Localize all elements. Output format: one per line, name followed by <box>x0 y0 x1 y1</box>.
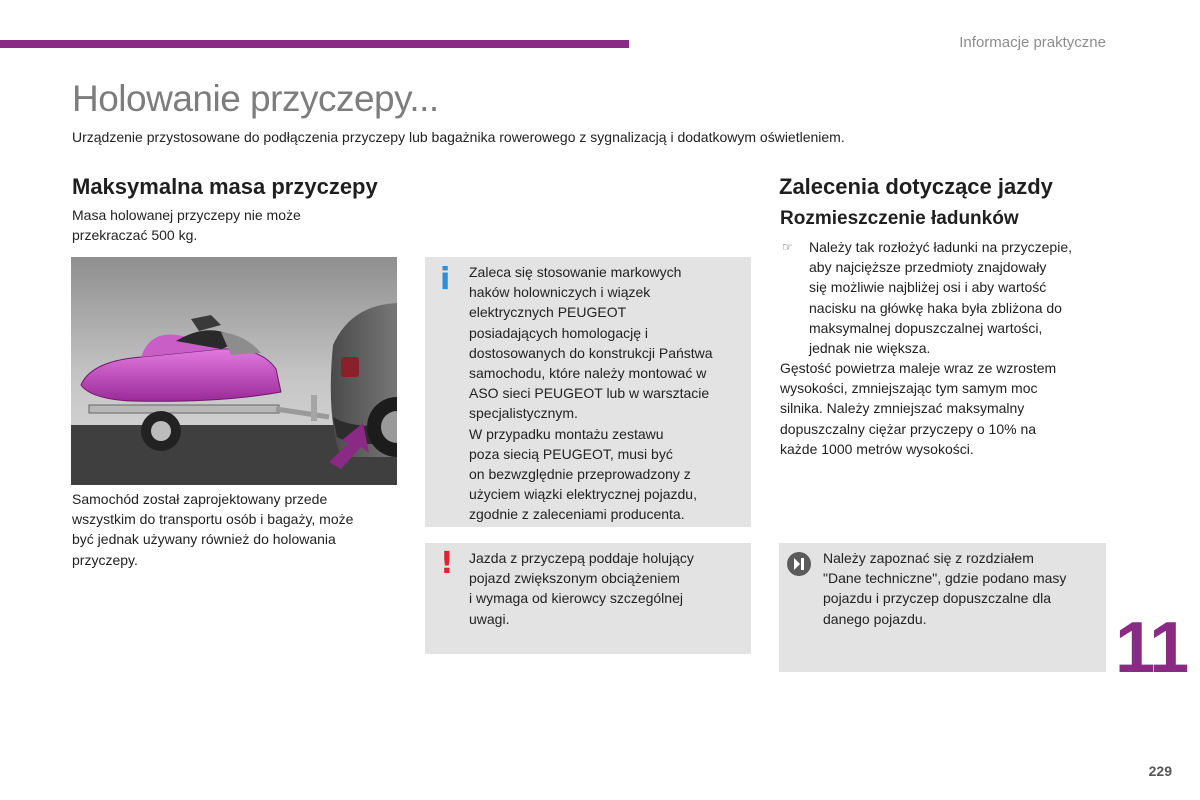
text-line: i wymaga od kierowcy szczególnej <box>469 590 683 607</box>
text-line: użyciem wiązki elektrycznej pojazdu, <box>469 486 697 503</box>
text-line: Gęstość powietrza maleje wraz ze wzrostem <box>780 360 1057 376</box>
text-line: ASO sieci PEUGEOT lub w warsztacie <box>469 385 710 402</box>
text-line: pojazdu i przyczep dopuszczalne dla <box>823 590 1052 607</box>
text-line: haków holowniczych i wiązek <box>469 284 651 301</box>
chapter-number: 11 <box>1115 608 1188 688</box>
text-line: Masa holowanej przyczepy nie może <box>72 207 301 223</box>
altitude-paragraph <box>780 358 1056 459</box>
trailer-illustration <box>71 257 397 485</box>
text-line: on bezwzględnie przeprowadzony z <box>469 466 691 483</box>
text-line: się możliwie najbliżej osi i aby wartość <box>809 279 1047 296</box>
page-number: 229 <box>1148 763 1172 779</box>
warning-box <box>425 543 751 654</box>
text-line: dopuszczalny ciężar przyczepy o 10% na <box>780 420 1037 437</box>
caption-text <box>72 489 353 570</box>
text-line: wszystkim do transportu osób i bagaży, może <box>72 511 354 528</box>
text-line: dostosowanych do konstrukcji Państwa <box>469 344 713 361</box>
text-line: przyczepy. <box>72 551 138 568</box>
text-line: "Dane techniczne", gdzie podano masy <box>823 570 1067 587</box>
text-line: być jednak używany również do holowania <box>72 531 336 548</box>
text-line: Należy zapoznać się z rozdziałem <box>823 550 1034 566</box>
text-line: pojazd zwiększonym obciążeniem <box>469 570 680 587</box>
reference-box-text <box>823 548 1066 629</box>
text-line: posiadających homologację i <box>469 324 648 341</box>
hand-pointer-icon: ☞ <box>782 240 793 254</box>
warning-icon: ! <box>440 546 454 581</box>
max-mass-heading: Maksymalna masa przyczepy <box>72 174 378 199</box>
text-line: maksymalnej dopuszczalnej wartości, <box>809 319 1043 336</box>
info-icon: i <box>440 262 451 297</box>
section-name: Informacje praktyczne <box>959 34 1106 51</box>
text-line: aby najcięższe przedmioty znajdowały <box>809 259 1047 276</box>
reference-box <box>779 543 1106 672</box>
text-line: Jazda z przyczepą poddaje holujący <box>469 550 694 566</box>
text-line: Zaleca się stosowanie markowych <box>469 264 682 280</box>
text-line: samochodu, które należy montować w <box>469 365 707 382</box>
intro-text: Urządzenie przystosowane do podłączenia przyczepy lub bagażnika rowerowego z sygnalizacją i dodatkowym oświetleniem. <box>72 129 845 145</box>
load-distribution-heading: Rozmieszczenie ładunków <box>780 208 1019 229</box>
text-line: silnika. Należy zmniejszać maksymalny <box>780 400 1025 417</box>
text-line: jednak nie większa. <box>809 340 931 357</box>
reference-icon <box>787 552 811 576</box>
info-box-text <box>469 262 713 525</box>
warning-box-text <box>469 548 694 629</box>
text-line: zgodnie z zaleceniami producenta. <box>469 506 685 523</box>
info-box <box>425 257 751 527</box>
text-line: przekraczać 500 kg. <box>72 227 198 244</box>
text-line: specjalistycznym. <box>469 405 578 422</box>
bullet-text <box>809 237 1122 358</box>
page-title: Holowanie przyczepy... <box>72 78 439 119</box>
text-line: nacisku na główkę haka była zbliżona do <box>809 299 1062 316</box>
text-line: elektrycznych PEUGEOT <box>469 304 627 321</box>
text-line: W przypadku montażu zestawu <box>469 425 664 442</box>
header-accent-bar <box>0 40 629 48</box>
text-line: Należy tak rozłożyć ładunki na przyczepie, <box>809 239 1073 255</box>
text-line: danego pojazdu. <box>823 610 927 627</box>
max-mass-text <box>72 205 301 245</box>
text-line: wysokości, zmniejszając tym samym moc <box>780 380 1038 397</box>
driving-advice-heading: Zalecenia dotyczące jazdy <box>779 174 1053 199</box>
text-line: poza siecią PEUGEOT, musi być <box>469 445 673 462</box>
text-line: uwagi. <box>469 610 510 627</box>
text-line: każde 1000 metrów wysokości. <box>780 440 974 457</box>
text-line: Samochód został zaprojektowany przede <box>72 491 328 507</box>
load-bullet <box>782 237 1122 358</box>
jetski-trailer-car-illustration <box>71 257 397 485</box>
